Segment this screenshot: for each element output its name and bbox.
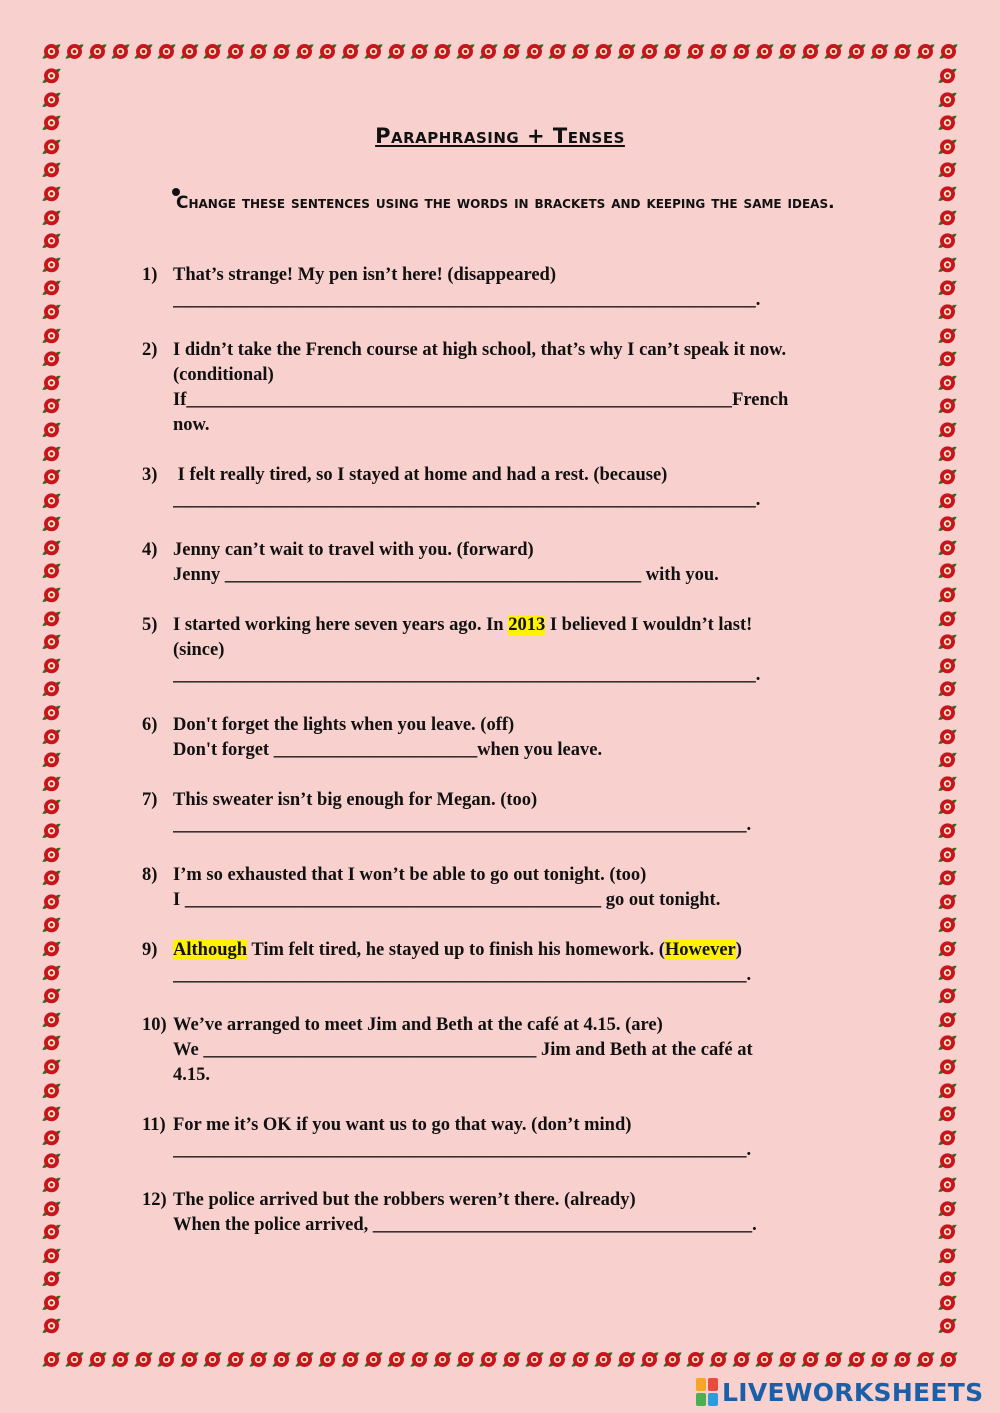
question-6 [142,713,847,763]
flower-icon [40,1291,63,1315]
flower-icon [40,1267,63,1291]
question-7 [142,788,847,838]
flower-icon [454,1348,477,1371]
flower-icon [936,1197,959,1221]
question-number: 11) [142,1115,166,1135]
flower-icon [40,725,63,749]
flower-icon [40,158,63,182]
flower-icon [936,890,959,914]
question-text [173,938,847,963]
flower-icon [776,40,799,63]
answer-line[interactable]: Don't forget ______________________when you leave. [173,740,603,760]
flower-icon [40,276,63,300]
flower-icon [40,1055,63,1079]
flower-icon [936,536,959,560]
flower-icon [408,40,431,63]
question-text [173,613,847,638]
flower-icon [936,795,959,819]
flower-icon [247,1348,270,1371]
flower-icon [936,206,959,230]
flower-icon [936,1008,959,1032]
flower-icon [40,300,63,324]
flower-icon [362,1348,385,1371]
flower-icon [477,40,500,63]
answer-line[interactable]: ______________________________________________________________. [173,965,752,985]
flower-icon [936,64,959,88]
flower-icon [936,607,959,631]
flower-icon [40,536,63,560]
flower-icon [339,40,362,63]
question-number: 2) [142,340,158,360]
question-number: 7) [142,790,158,810]
flower-border-bottom [40,1348,960,1372]
flower-icon [155,40,178,63]
flower-icon [936,253,959,277]
flower-icon [936,1291,959,1315]
flower-border-top [40,40,960,64]
flower-icon [936,1055,959,1079]
question-number: 10) [142,1015,167,1035]
flower-icon [109,40,132,63]
flower-icon [936,559,959,583]
flower-icon [155,1348,178,1371]
flower-icon [638,40,661,63]
flower-icon [936,182,959,206]
question-12 [142,1188,847,1238]
question-number: 4) [142,540,158,560]
flower-icon [936,937,959,961]
flower-icon [936,913,959,937]
flower-icon [891,40,914,63]
flower-icon [776,1348,799,1371]
question-hint: (conditional) [173,365,274,385]
flower-icon [936,772,959,796]
flower-icon [799,1348,822,1371]
question-number: 1) [142,265,158,285]
flower-icon [936,1267,959,1291]
flower-icon [40,701,63,725]
flower-icon [936,324,959,348]
instruction-text: Change these sentences using the words in brackets and keeping the same ideas. [176,193,835,213]
flower-icon [569,40,592,63]
question-11 [142,1113,847,1163]
flower-icon [936,1244,959,1268]
flower-icon [936,1079,959,1103]
flower-icon [40,1079,63,1103]
flower-icon [408,1348,431,1371]
answer-line[interactable]: We ____________________________________ Jim and Beth at the café at [173,1040,753,1060]
flower-icon [936,394,959,418]
flower-icon [86,1348,109,1371]
question-text: Jenny can’t wait to travel with you. (forward) [173,540,534,560]
flower-icon [40,1031,63,1055]
flower-icon [936,701,959,725]
liveworksheets-logo-icon [696,1378,718,1406]
flower-icon [936,819,959,843]
answer-suffix: 4.15. [173,1065,210,1085]
flower-icon [936,489,959,513]
flower-icon [615,1348,638,1371]
question-text: I didn’t take the French course at high school, that’s why I can’t speak it now. [173,340,787,360]
flower-icon [201,1348,224,1371]
flower-icon [936,583,959,607]
question-number: 6) [142,715,158,735]
flower-icon [936,654,959,678]
flower-icon [40,654,63,678]
flower-icon [936,1031,959,1055]
flower-icon [431,1348,454,1371]
flower-icon [178,40,201,63]
flower-icon [684,1348,707,1371]
flower-icon [936,300,959,324]
flower-icon [592,40,615,63]
flower-icon [936,442,959,466]
question-text-part: ) [735,940,742,960]
flower-icon [936,158,959,182]
flower-icon [40,347,63,371]
flower-icon [936,229,959,253]
flower-icon [936,677,959,701]
question-text: For me it’s OK if you want us to go that way. (don’t mind) [173,1115,632,1135]
question-2 [142,338,847,438]
flower-icon [914,40,937,63]
question-number: 5) [142,615,158,635]
flower-icon [40,64,63,88]
flower-icon [936,1126,959,1150]
flower-icon [822,1348,845,1371]
flower-icon [40,772,63,796]
answer-line[interactable]: ______________________________________________________________. [173,815,752,835]
flower-icon [362,40,385,63]
question-text: That’s strange! My pen isn’t here! (disappeared) [173,265,557,285]
flower-icon [615,40,638,63]
flower-icon [40,819,63,843]
flower-icon [40,583,63,607]
page-title: Paraphrasing + Tenses [375,124,625,148]
question-text: Don't forget the lights when you leave. (off) [173,715,515,735]
flower-icon [523,1348,546,1371]
flower-icon [40,253,63,277]
flower-icon [569,1348,592,1371]
flower-icon [684,40,707,63]
answer-line[interactable]: _______________________________________________________________. [173,490,761,510]
flower-icon [936,843,959,867]
flower-icon [661,40,684,63]
flower-icon [40,88,63,112]
flower-icon [40,913,63,937]
flower-icon [592,1348,615,1371]
flower-icon [868,1348,891,1371]
flower-icon [40,1126,63,1150]
flower-icon [891,1348,914,1371]
question-number: 12) [142,1190,167,1210]
flower-icon [936,630,959,654]
answer-line[interactable]: _______________________________________________________________. [173,665,761,685]
flower-icon [109,1348,132,1371]
question-text-part: I started working here seven years ago. In [173,615,509,635]
question-number: 8) [142,865,158,885]
flower-icon [40,206,63,230]
flower-icon [40,394,63,418]
flower-icon [40,1102,63,1126]
flower-icon [40,795,63,819]
question-text: I felt really tired, so I stayed at home and had a rest. (because) [173,465,668,485]
answer-prefix: If [173,390,187,410]
flower-icon [339,1348,362,1371]
flower-icon [937,40,960,63]
liveworksheets-logo [696,1374,983,1410]
flower-icon [385,1348,408,1371]
flower-icon [40,371,63,395]
flower-icon [40,1173,63,1197]
flower-icon [132,40,155,63]
flower-icon [523,40,546,63]
flower-icon [914,1348,937,1371]
flower-icon [247,40,270,63]
question-text-part: Tim felt tired, he stayed up to finish his homework. ( [247,940,665,960]
flower-icon [40,182,63,206]
flower-icon [40,1348,63,1371]
flower-icon [707,1348,730,1371]
flower-icon [753,1348,776,1371]
flower-icon [63,40,86,63]
question-number: 9) [142,940,158,960]
answer-line[interactable]: ___________________________________________________________ [186,390,733,410]
flower-icon [316,40,339,63]
flower-icon [707,40,730,63]
answer-suffix: now. [173,415,210,435]
flower-icon [936,1102,959,1126]
highlighted-word: However [664,940,736,960]
flower-icon [201,40,224,63]
question-text: I’m so exhausted that I won’t be able to go out tonight. (too) [173,865,647,885]
question-hint: (since) [173,640,225,660]
flower-icon [40,607,63,631]
flower-icon [40,748,63,772]
flower-icon [40,465,63,489]
question-8 [142,863,847,913]
flower-icon [454,40,477,63]
flower-icon [40,866,63,890]
question-1 [142,263,847,313]
flower-icon [385,40,408,63]
flower-icon [40,559,63,583]
flower-icon [936,984,959,1008]
flower-icon [40,489,63,513]
flower-icon [546,40,569,63]
flower-icon [224,40,247,63]
answer-line[interactable]: ______________________________________________________________. [173,1140,752,1160]
flower-icon [937,1348,960,1371]
flower-icon [40,843,63,867]
flower-icon [845,40,868,63]
flower-icon [63,1348,86,1371]
flower-icon [293,1348,316,1371]
flower-icon [40,677,63,701]
answer-line[interactable]: When the police arrived, _________________________________________. [173,1215,757,1235]
flower-icon [936,1314,959,1338]
flower-icon [845,1348,868,1371]
flower-icon [936,88,959,112]
flower-icon [40,984,63,1008]
flower-icon [40,1149,63,1173]
flower-icon [936,465,959,489]
flower-icon [936,961,959,985]
flower-icon [822,40,845,63]
flower-icon [132,1348,155,1371]
flower-icon [178,1348,201,1371]
flower-icon [753,40,776,63]
logo-text: LIVEWORKSHEETS [722,1377,984,1407]
flower-border-right [936,64,960,1348]
flower-icon [500,40,523,63]
question-number: 3) [142,465,158,485]
flower-icon [546,1348,569,1371]
flower-icon [661,1348,684,1371]
flower-icon [936,1220,959,1244]
flower-icon [40,630,63,654]
flower-icon [799,40,822,63]
flower-icon [431,40,454,63]
flower-icon [40,324,63,348]
flower-icon [936,1149,959,1173]
flower-icon [500,1348,523,1371]
flower-icon [293,40,316,63]
flower-icon [40,229,63,253]
highlighted-word: Although [173,940,248,960]
flower-icon [270,40,293,63]
answer-line[interactable]: _______________________________________________________________. [173,290,761,310]
flower-icon [40,1220,63,1244]
flower-icon [40,937,63,961]
flower-icon [936,347,959,371]
answer-line[interactable]: Jenny _____________________________________________ with you. [173,565,719,585]
flower-icon [730,40,753,63]
flower-icon [224,1348,247,1371]
flower-icon [40,1244,63,1268]
question-10 [142,1013,847,1088]
flower-icon [40,1197,63,1221]
flower-icon [86,40,109,63]
flower-icon [40,1314,63,1338]
answer-suffix: French [732,390,789,410]
answer-line[interactable]: I _____________________________________________ go out tonight. [173,890,721,910]
flower-icon [316,1348,339,1371]
flower-icon [936,748,959,772]
flower-icon [936,418,959,442]
flower-icon [936,1173,959,1197]
flower-icon [40,1008,63,1032]
flower-icon [40,40,63,63]
flower-border-left [40,64,64,1348]
flower-icon [638,1348,661,1371]
flower-icon [40,961,63,985]
flower-icon [40,512,63,536]
flower-icon [936,276,959,300]
question-text-part: I believed I wouldn’t last! [545,615,753,635]
question-9 [142,938,847,988]
question-text: This sweater isn’t big enough for Megan. (too) [173,790,538,810]
flower-icon [40,418,63,442]
flower-icon [730,1348,753,1371]
flower-icon [936,512,959,536]
flower-icon [936,866,959,890]
flower-icon [936,371,959,395]
question-text: The police arrived but the robbers weren’t there. (already) [173,1190,636,1210]
flower-icon [868,40,891,63]
question-5 [142,613,847,688]
question-4 [142,538,847,588]
question-text: We’ve arranged to meet Jim and Beth at the café at 4.15. (are) [173,1015,663,1035]
flower-icon [270,1348,293,1371]
question-3 [142,463,847,513]
flower-icon [477,1348,500,1371]
flower-icon [936,725,959,749]
flower-icon [40,442,63,466]
highlighted-word: 2013 [508,615,546,635]
flower-icon [40,890,63,914]
